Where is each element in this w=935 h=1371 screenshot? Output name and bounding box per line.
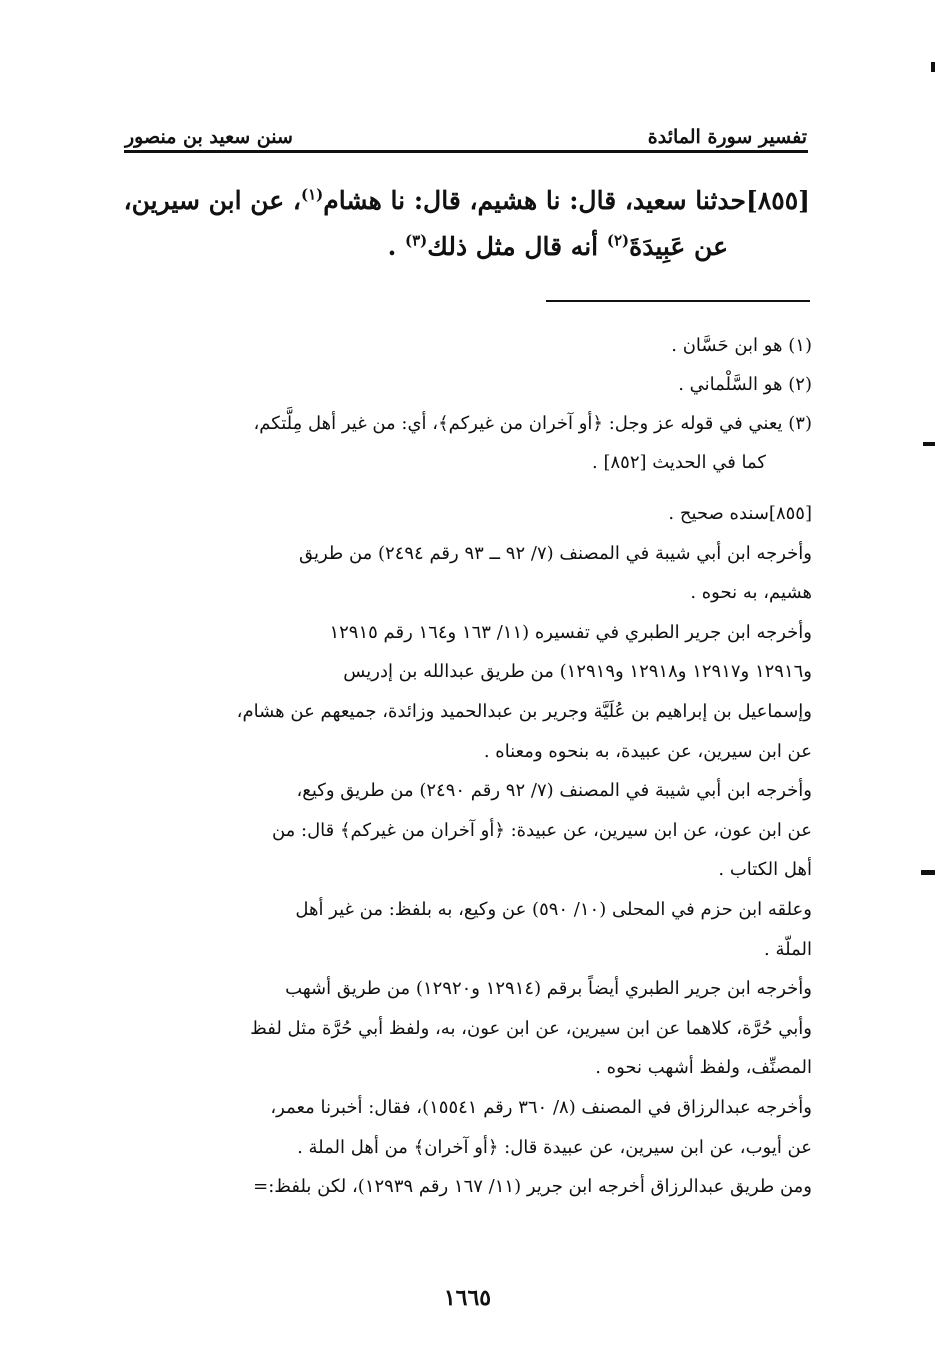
commentary-line: أهل الكتاب . <box>718 859 812 881</box>
footnote-ref-2: (٢) <box>606 231 630 250</box>
scan-edge-mark <box>921 870 935 875</box>
hadith-text <box>110 178 810 270</box>
hadith-number: [٨٥٥] <box>746 186 810 215</box>
footnote-ref-1: (١) <box>300 185 324 204</box>
footnote-2: (٢) هو السَّلْماني . <box>678 374 812 395</box>
book-title: سنن سعيد بن منصور <box>125 126 293 148</box>
commentary-line: وعلقه ابن حزم في المحلى (١٠/ ٥٩٠) عن وكيع، به بلفظ: من غير أهل <box>295 898 812 920</box>
scan-edge-mark <box>923 442 935 446</box>
chapter-title: تفسير سورة المائدة <box>647 126 807 148</box>
commentary-line: وأخرجه عبدالرزاق في المصنف (٨/ ٣٦٠ رقم ١٥٥٤١)، فقال: أخبرنا معمر، <box>270 1096 812 1118</box>
footnotes <box>108 326 812 482</box>
commentary-line: وأبي حُرَّة، كلاهما عن ابن سيرين، عن ابن عون، به، ولفظ أبي حُرَّة مثل لفظ <box>250 1017 812 1039</box>
scan-edge-mark <box>931 62 935 72</box>
commentary-line: وأخرجه ابن جرير الطبري أيضاً برقم (١٢٩١٤ و١٢٩٢٠) من طريق أشهب <box>285 978 812 1000</box>
commentary-line: ومن طريق عبدالرزاق أخرجه ابن جرير (١١/ ١٦٧ رقم ١٢٩٣٩)، لكن بلفظ:= <box>253 1176 812 1198</box>
takhrij-commentary <box>108 494 812 1207</box>
running-header <box>125 112 807 148</box>
commentary-line: عن ابن عون، عن ابن سيرين، عن عبيدة: ﴿أو آخران من غيركم﴾ قال: من <box>271 819 812 841</box>
commentary-line: المصنِّف، ولفظ أشهب نحوه . <box>595 1057 812 1079</box>
commentary-line: وأخرجه ابن أبي شيبة في المصنف (٧/ ٩٢ رقم ٢٤٩٠) من طريق وكيع، <box>296 780 812 802</box>
commentary-line: الملّة . <box>764 938 812 960</box>
commentary-line: وأخرجه ابن جرير الطبري في تفسيره (١١/ ١٦٣ و١٦٤ رقم ١٢٩١٥ <box>329 621 812 643</box>
commentary-line: هشيم، به نحوه . <box>690 582 812 604</box>
header-rule <box>124 150 808 153</box>
footnote-separator <box>546 300 810 302</box>
commentary-line: وإسماعيل بن إبراهيم بن عُلَيَّة وجرير بن عبدالحميد وزائدة، جميعهم عن هشام، <box>236 700 812 722</box>
hadith-line-2: عن عَبِيدَةَ$^{(٢)}$ أنه قال مثل ذلك$^{(٣)}$ . <box>387 231 728 261</box>
commentary-line: عن أيوب، عن ابن سيرين، عن عبيدة قال: ﴿أو آخران﴾ من أهل الملة . <box>297 1136 812 1158</box>
hadith-line-1: [٨٥٥]حدثنا سعيد، قال: نا هشيم، قال: نا هشام$^{(١)}$، عن ابن سيرين، <box>123 185 810 215</box>
footnote-3: (٣) يعني في قوله عز وجل: ﴿أو آخران من غيركم﴾، أي: من غير أهل مِلَّتكم، <box>253 413 812 434</box>
commentary-line: وأخرجه ابن أبي شيبة في المصنف (٧/ ٩٢ ــ ٩٣ رقم ٢٤٩٤) من طريق <box>298 542 812 564</box>
footnote-ref-3: (٣) <box>405 231 428 250</box>
footnote-1: (١) هو ابن حَسَّان . <box>671 335 812 356</box>
commentary-line: و١٢٩١٦ و١٢٩١٧ و١٢٩١٨ و١٢٩١٩) من طريق عبدالله بن إدريس <box>343 661 812 683</box>
page-number: ١٦٦٥ <box>443 1285 492 1311</box>
footnote-3-continued: كما في الحديث [٨٥٢] . <box>592 452 766 473</box>
commentary-line: [٨٥٥]سنده صحيح . <box>668 503 812 524</box>
commentary-line: عن ابن سيرين، عن عبيدة، به بنحوه ومعناه . <box>483 740 812 762</box>
